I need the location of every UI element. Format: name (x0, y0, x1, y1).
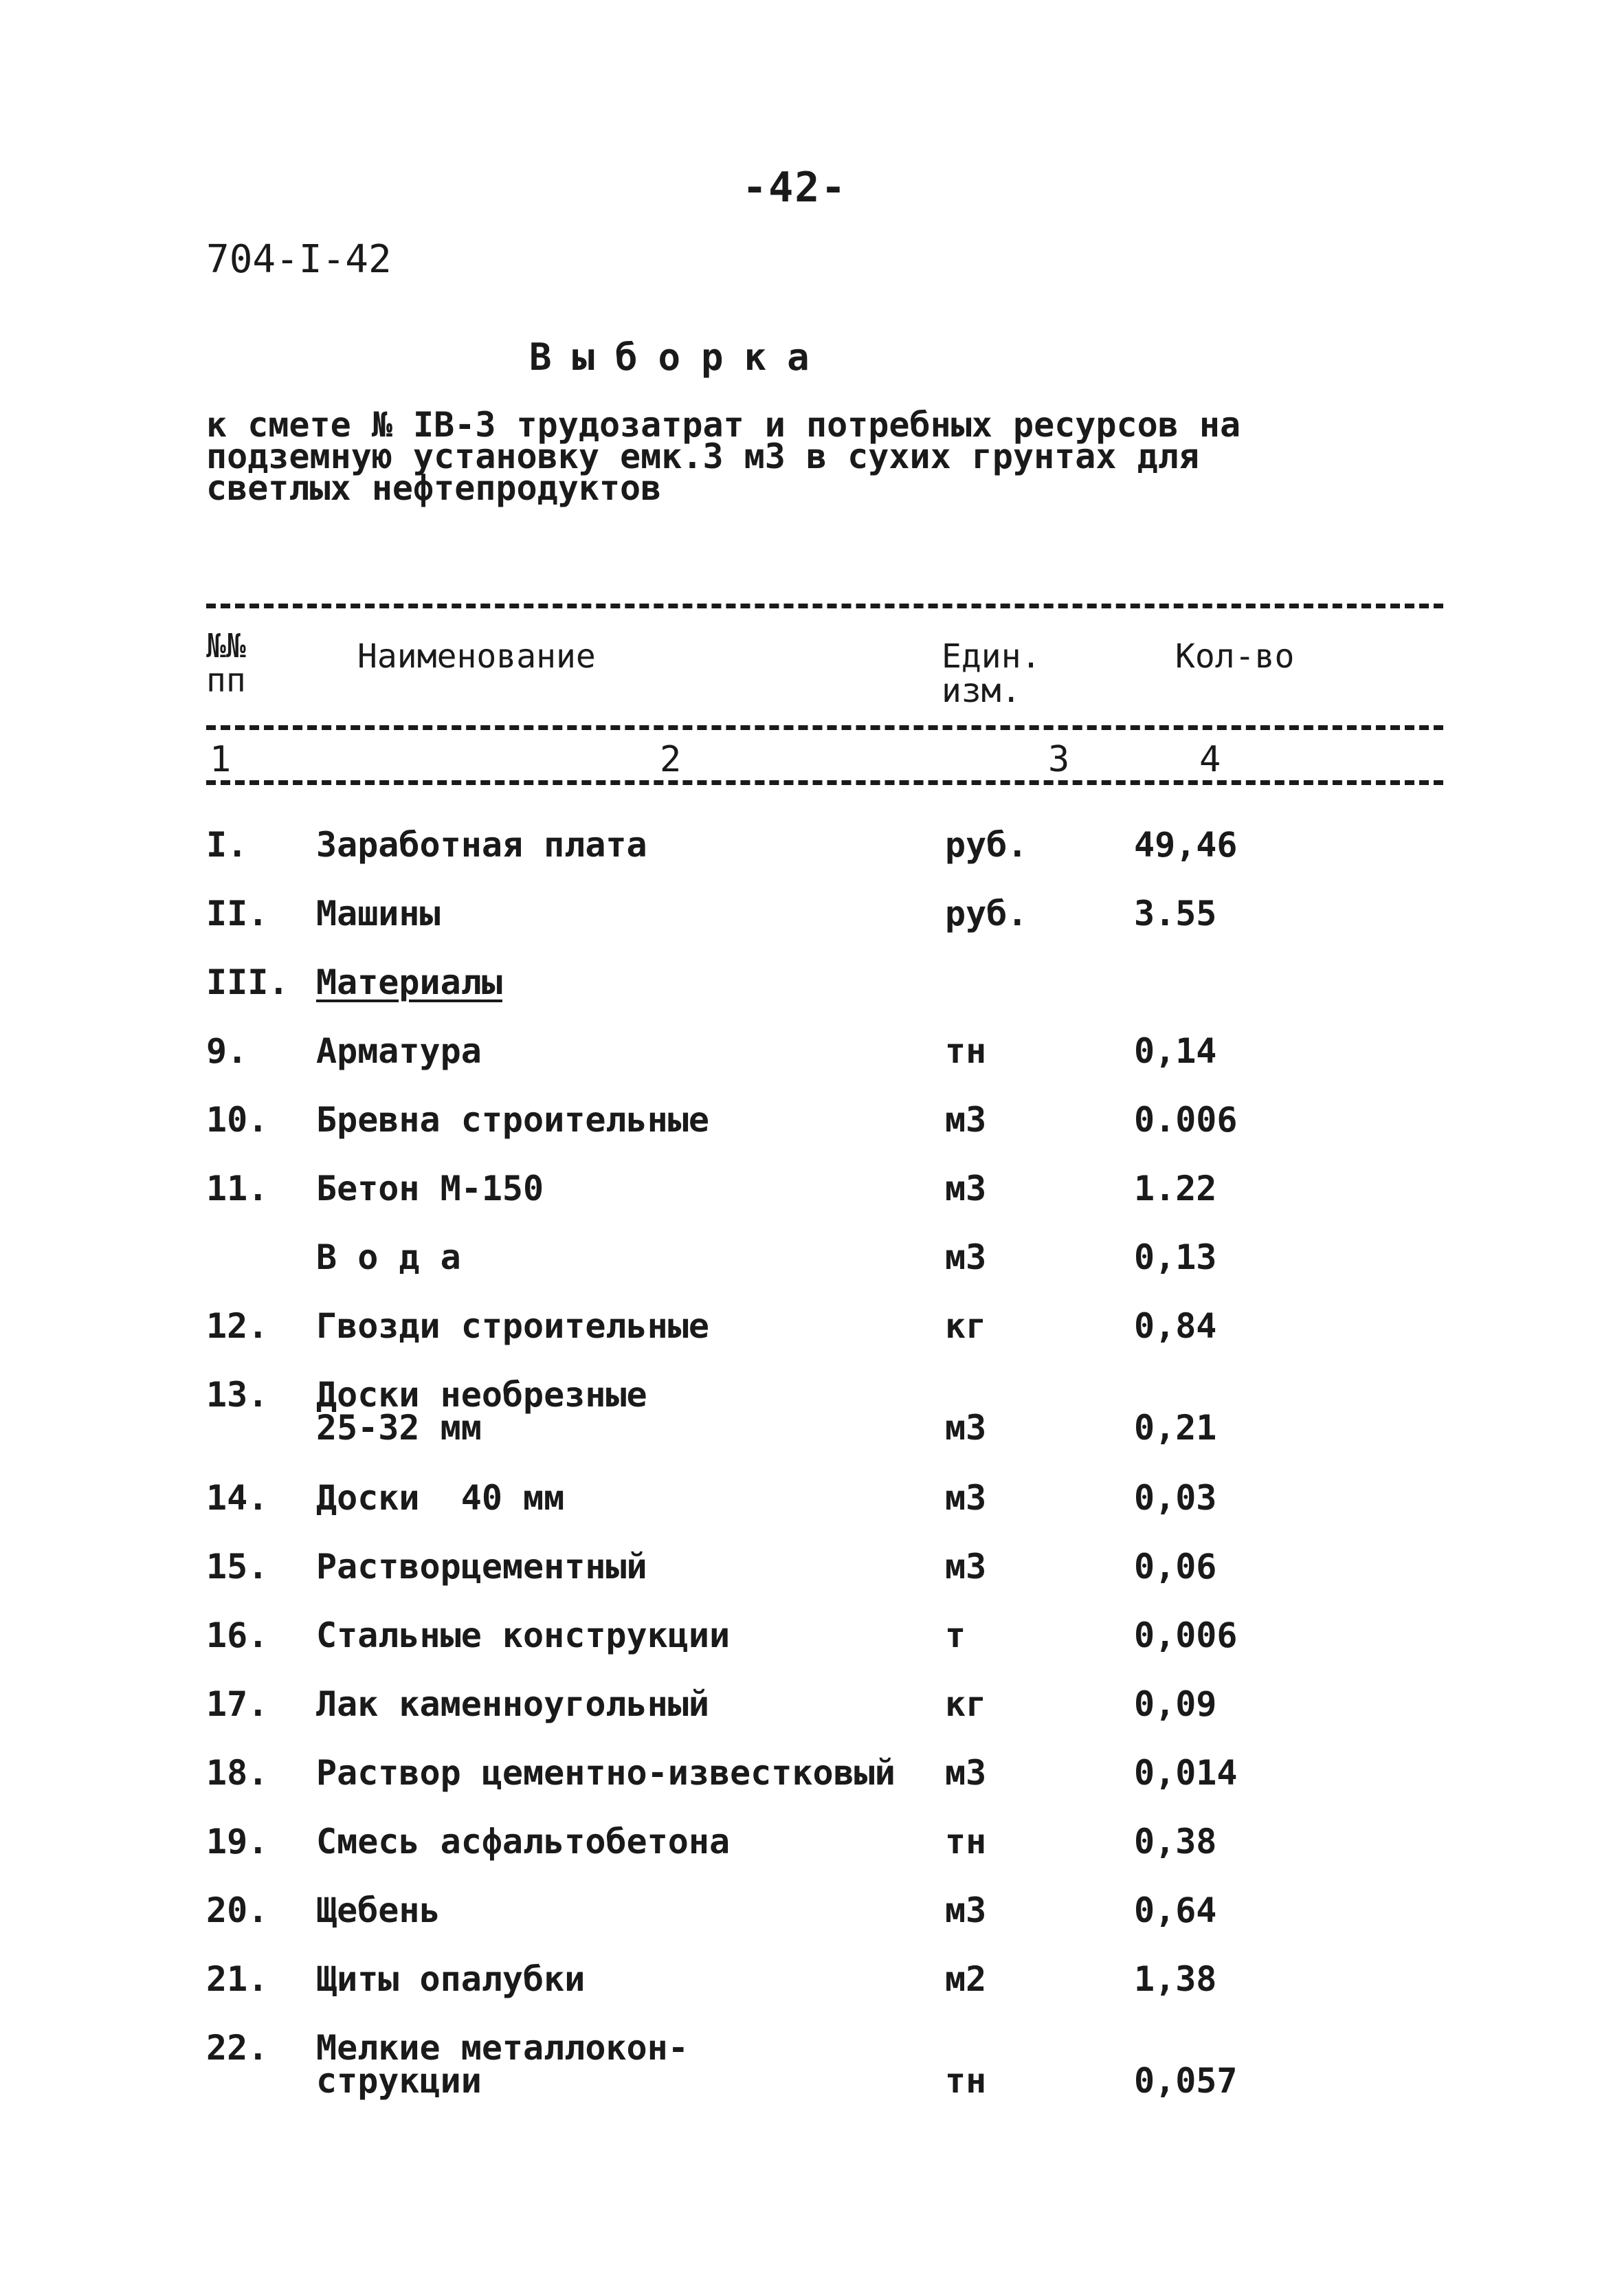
header-bottom-rule (206, 725, 1443, 730)
row-number: 18. (206, 1753, 269, 1793)
row-quantity: 0.006 (1134, 1100, 1238, 1140)
column-number-1: 1 (210, 739, 232, 780)
row-name-line: Материалы (316, 962, 502, 1002)
row-name-line: струкции (316, 2061, 482, 2101)
row-name-line: Щебень (316, 1890, 441, 1930)
header-name: Наименование (357, 637, 596, 676)
row-name (316, 962, 502, 1002)
row-quantity: 0,09 (1134, 1684, 1217, 1724)
row-name-line: Заработная плата (316, 825, 647, 865)
header-unit-line: изм. (942, 672, 1021, 710)
row-name (316, 1684, 709, 1724)
document-subtitle (206, 405, 1388, 508)
row-name-line: Доски необрезные (316, 1375, 647, 1415)
header-unit-line: Един. (942, 637, 1041, 676)
row-quantity: 0,38 (1134, 1822, 1217, 1862)
row-name (316, 1822, 731, 1862)
row-name (316, 2028, 689, 2101)
row-quantity: 0,006 (1134, 1615, 1238, 1655)
row-quantity: 0,13 (1134, 1237, 1217, 1277)
row-name-line: Стальные конструкции (316, 1615, 731, 1655)
row-name (316, 1375, 647, 1448)
column-number-4: 4 (1199, 739, 1221, 780)
row-name-line: Бетон М-150 (316, 1169, 544, 1208)
subtitle-line: подземную установку емк.3 м3 в сухих грунтах для (206, 437, 1199, 476)
document-title: Выборка (529, 335, 830, 379)
row-quantity: 1.22 (1134, 1169, 1217, 1208)
row-name (316, 894, 441, 934)
row-quantity: 0,14 (1134, 1031, 1217, 1071)
row-number: 20. (206, 1890, 269, 1930)
row-name-line: В о д а (316, 1237, 461, 1277)
row-name (316, 1306, 709, 1346)
row-name-line: Растворцементный (316, 1547, 647, 1587)
row-number: 16. (206, 1615, 269, 1655)
row-number: 11. (206, 1169, 269, 1208)
row-number: 13. (206, 1375, 269, 1415)
row-name-line: Смесь асфальтобетона (316, 1822, 731, 1862)
table-top-rule (206, 604, 1443, 608)
row-name-line: Машины (316, 894, 441, 934)
subtitle-line: светлых нефтепродуктов (206, 468, 662, 508)
row-number: II. (206, 894, 269, 934)
row-quantity: 0,64 (1134, 1890, 1217, 1930)
row-quantity: 0,06 (1134, 1547, 1217, 1587)
row-quantity: 49,46 (1134, 825, 1238, 865)
row-unit: м3 (945, 1100, 987, 1140)
row-unit: м3 (945, 1547, 987, 1587)
row-unit: т (945, 1615, 966, 1655)
row-unit: м3 (945, 1408, 987, 1448)
page-number: -42- (742, 164, 847, 212)
row-name (316, 1100, 709, 1140)
subtitle-line: к смете № IВ-3 трудозатрат и потребных ресурсов на (206, 405, 1241, 445)
row-name-line: Бревна строительные (316, 1100, 709, 1140)
row-name-line: Арматура (316, 1031, 482, 1071)
column-number-rule (206, 780, 1443, 785)
header-unit (942, 639, 1041, 708)
row-name-line: Лак каменноугольный (316, 1684, 709, 1724)
row-name (316, 1237, 461, 1277)
row-unit: м3 (945, 1169, 987, 1208)
row-name (316, 1959, 586, 1999)
row-unit: м3 (945, 1753, 987, 1793)
header-number-line: №№ (206, 627, 246, 665)
row-name (316, 1615, 731, 1655)
row-number: 9. (206, 1031, 248, 1071)
row-unit: м2 (945, 1959, 987, 1999)
row-name-line: 25-32 мм (316, 1408, 482, 1448)
row-quantity: 3.55 (1134, 894, 1217, 934)
column-number-3: 3 (1048, 739, 1070, 780)
row-quantity: 0,21 (1134, 1408, 1217, 1448)
row-number: I. (206, 825, 248, 865)
header-quantity: Кол-во (1175, 637, 1295, 676)
row-number: 14. (206, 1478, 269, 1518)
header-number (206, 629, 246, 698)
column-number-2: 2 (660, 739, 682, 780)
row-name (316, 1753, 896, 1793)
row-name (316, 1478, 565, 1518)
row-number: 10. (206, 1100, 269, 1140)
row-quantity: 0,03 (1134, 1478, 1217, 1518)
document-code: 704-I-42 (206, 237, 392, 282)
row-name (316, 825, 647, 865)
row-name (316, 1169, 544, 1208)
row-name-line: Доски 40 мм (316, 1478, 565, 1518)
row-name (316, 1547, 647, 1587)
row-unit: тн (945, 2061, 987, 2101)
row-unit: м3 (945, 1237, 987, 1277)
row-name (316, 1031, 482, 1071)
row-number: III. (206, 962, 289, 1002)
row-quantity: 0,057 (1134, 2061, 1238, 2101)
row-name-line: Мелкие металлокон- (316, 2028, 689, 2068)
row-unit: кг (945, 1684, 987, 1724)
row-number: 19. (206, 1822, 269, 1862)
row-number: 12. (206, 1306, 269, 1346)
row-name-line: Щиты опалубки (316, 1959, 586, 1999)
row-unit: руб. (945, 825, 1028, 865)
row-quantity: 1,38 (1134, 1959, 1217, 1999)
row-name-line: Гвозди строительные (316, 1306, 709, 1346)
row-unit: тн (945, 1031, 987, 1071)
row-number: 15. (206, 1547, 269, 1587)
row-number: 21. (206, 1959, 269, 1999)
row-quantity: 0,014 (1134, 1753, 1238, 1793)
row-quantity: 0,84 (1134, 1306, 1217, 1346)
row-number: 22. (206, 2028, 269, 2068)
row-name-line: Раствор цементно-известковый (316, 1753, 896, 1793)
row-number: 17. (206, 1684, 269, 1724)
header-number-line: пп (206, 661, 246, 700)
row-unit: м3 (945, 1478, 987, 1518)
row-name (316, 1890, 441, 1930)
row-unit: м3 (945, 1890, 987, 1930)
row-unit: тн (945, 1822, 987, 1862)
row-unit: руб. (945, 894, 1028, 934)
row-unit: кг (945, 1306, 987, 1346)
